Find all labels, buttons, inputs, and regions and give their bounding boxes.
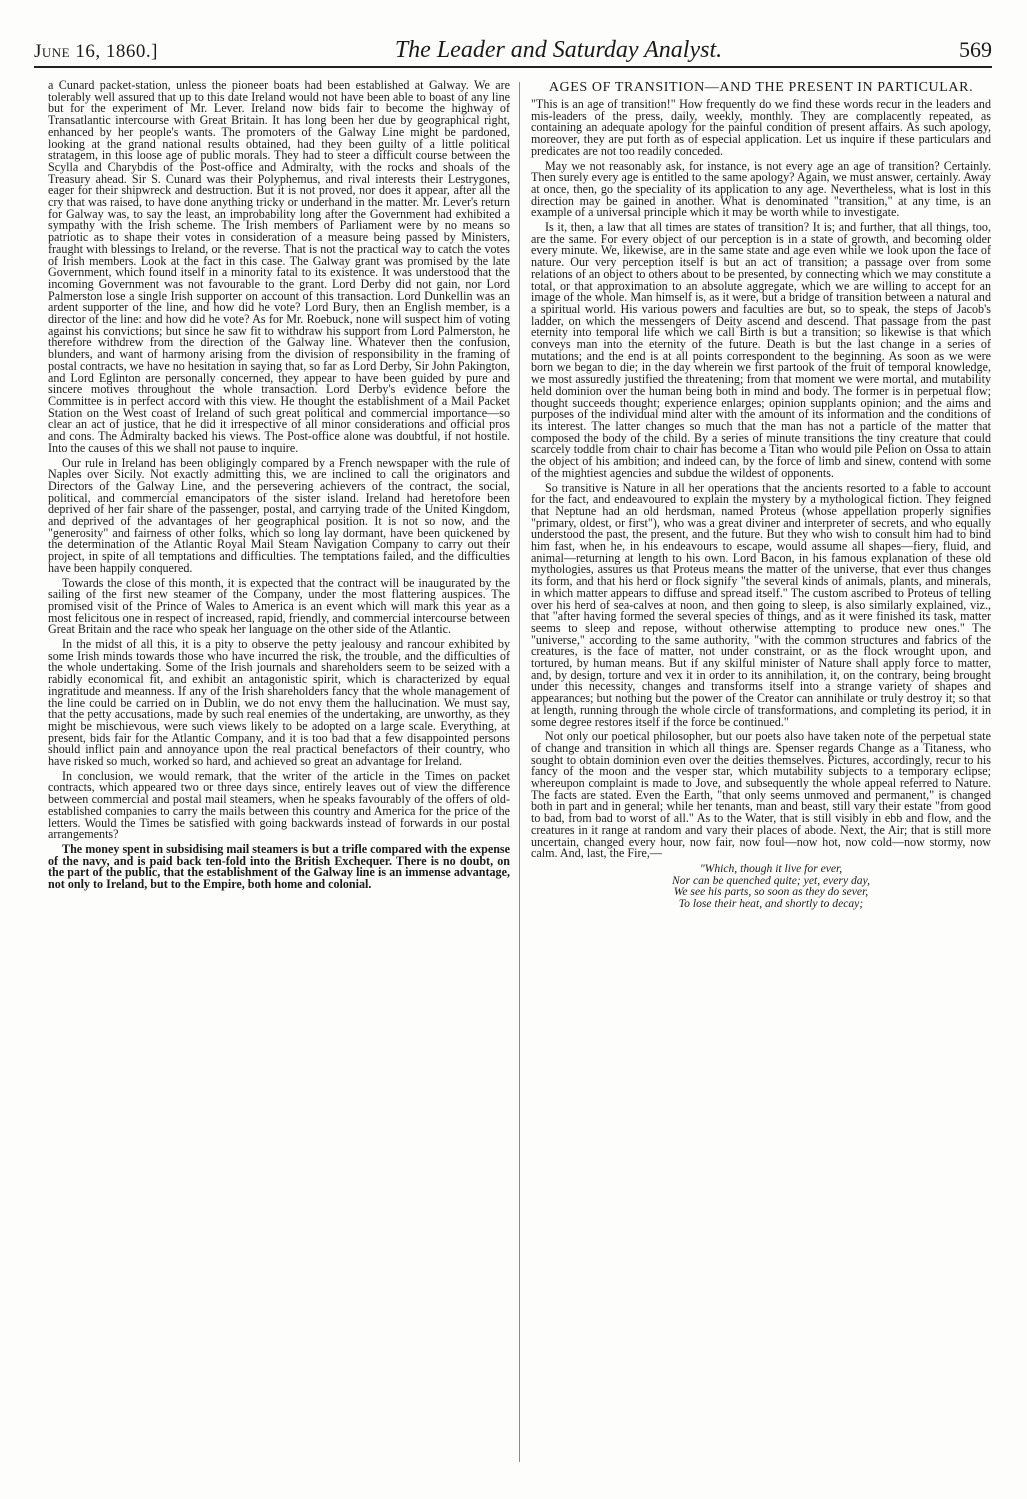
article-paragraph: Is it, then, a law that all times are states of transition? It is; and further, that all things, too, are the same. For every object of our perception is in a state of growth, and becoming older every minute. We, likewise, are in the same state and age even while we look upon the face of nature. Our very perception itself is but an act of transition; a passage over from some relations of an object to others about to be presented, by connecting which we may constitute a total, or that approximation to an absolute aggregate, which we are willing to accept for an image of the whole. Man himself is, as it were, but a bridge of transition between a natural and a spiritual world. His various powers and faculties are but, so to speak, the steps of Jacob's ladder, on which the messengers of Deity ascend and descend. That passage from the past eternity into temporal life which we call Birth is but a transition; so likewise is that which conveys man into the eternity of the future. Death is but the last change in a series of mutations; and the end is at all points correspondent to the beginning. As soon as we were born we began to die; in the day wherein we first partook of the fruit of temporal knowledge, we most assuredly justified the threatening; from that moment we were mortal, and mutability held dominion over the human being both in mind and body. The former is in perpetual flow; thought succeeds thought; experience enlarges; opinion supplants opinion; and the aims and purposes of the individual mind alter with the amount of its information and the conditions of its interest. The latter changes so much that the man has not a particle of the matter that composed the body of the child. By a series of minute transitions the tiny creature that could scarcely toddle from chair to chair has become a Titan who would pile Pelion on Ossa to attain the object of his ambition; and indeed can, by the force of limb and sinew, contend with some of the mightiest agencies and subdue the wildest of opponents. bbox=[531, 220, 991, 480]
publication-title: The Leader and Saturday Analyst. bbox=[394, 37, 723, 63]
verse-line: To lose their heat, and shortly to decay; bbox=[678, 896, 864, 910]
article-paragraph: "This is an age of transition!" How frequently do we find these words recur in the leaders and mis-leaders of the press, daily, weekly, monthly. They are complacently repeated, as containing an adequate apology for the painful condition of present affairs. As such apology, moreover, they are put forth as of especial application. Let us inquire if these particulars and predicates are not too readily conceded. bbox=[531, 97, 991, 158]
page-number: 569 bbox=[959, 37, 992, 62]
verse-line: We see his parts, so soon as they do sever, bbox=[673, 885, 869, 898]
article-closing-paragraph: The money spent in subsidising mail steamers is but a trifle compared with the expense of the navy, and is paid back ten-fold into the British Exchequer. There is no doubt, on the part of the public, that the establishment of the Galway line is an immense advantage, not only to Ireland, but to the Empire, both home and colonial. bbox=[48, 842, 510, 892]
column-divider bbox=[519, 82, 520, 1462]
article-paragraph: Not only our poetical philosopher, but our poets also have taken note of the perpetual state of change and transition in which all things are. Spenser regards Change as a Titaness, who sought to obtain dominion even over the deities themselves. Pictures, accordingly, recur to his fancy of the moon and the vesper star, which mutability subjects to a temporary eclipse; whereupon complaint is made to Jove, and subsequently the whole appeal referred to Nature. The facts are stated. Even the Earth, "that only seems unmoved and permanent," is changed both in part and in general; while her tenants, man and beast, still vary their estate "from good to bad, from bad to worst of all." As to the Water, that is still visibly in ebb and flow, and the creatures in it range at random and vary their places of abode. Next, the Air; that is still more uncertain, changed every hour, now fair, now foul—now hot, now cold—now stormy, now calm. And, last, the Fire,— bbox=[531, 729, 991, 861]
right-column-article bbox=[531, 80, 991, 1475]
verse-line: Nor can be quenched quite; yet, every day, bbox=[672, 873, 870, 887]
article-paragraph: a Cunard packet-station, unless the pioneer boats had been established at Galway. We are tolerably well assured that up to this date Ireland would not have been able to boast of any line but for the experiment of Mr. Lever. Ireland now bids fair to become the highway of Transatlantic intercourse with Great Britain. It has long been her due by geographical right, enhanced by her people's wants. The promoters of the Galway Line might be pardoned, looking at the grand national results obtained, had they been guilty of a little political stratagem, in this loose age of public morals. They had to steer a difficult course between the Scylla and Charybdis of the Post-office and Admiralty, with the rocks and shoals of the Treasury ahead. Sir S. Cunard was their Polyphemus, and rival interests their Lestrygones, eager for their shipwreck and destruction. But it is not proved, nor does it appear, after all the cry that was raised, to have done anything tricky or underhand in the matter. Mr. Lever's return for Galway was, to say the least, an improbability long after the Government had exhibited a sympathy with the Irish scheme. The Irish members of Parliament were by no means so patriotic as to shape their votes in consideration of a measure being passed by Ministers, fraught with blessings to Ireland, or the reverse. That is not the practical way to catch the votes of Irish members. Look at the fact in this case. The Galway grant was promised by the late Government, which found itself in a minority fatal to its existence. It was understood that the incoming Government was not favourable to the grant. Lord Derby did not gain, nor Lord Palmerston lose a single Irish supporter on account of this transaction. Lord Dunkellin was an ardent supporter of the line, and how did he vote? Lord Bury, then an English member, is a director of the line: and how did he vote? As for Mr. Roebuck, none will suspect him of voting against his convictions; but since he saw fit to withdraw his support from Lord Palmerston, he therefore withdrew from the direction of the Galway line. Whatever then the confusion, blunders, and want of harmony arising from the division of responsibility in the framing of postal contracts, we have no hesitation in saying that, so far as Lord Derby, Sir John Pakington, and Lord Eglinton are personally concerned, they appear to have been guided by pure and sincere motives throughout the whole transaction. Lord Derby's evidence before the Committee is in perfect accord with this view. He thought the establishment of a Mail Packet Station on the West coast of Ireland of such great political and commercial importance—so clear an act of justice, that he did it irrespective of all minor considerations and official pros and cons. The Admiralty backed his views. The Post-office alone was doubtful, if not hostile. Into the causes of this we shall not pause to inquire. bbox=[48, 80, 510, 455]
masthead bbox=[34, 30, 992, 68]
issue-date: June 16, 1860.] bbox=[34, 41, 158, 62]
left-column-article bbox=[48, 80, 510, 1475]
article-paragraph: In the midst of all this, it is a pity to observe the petty jealousy and rancour exhibited by some Irish minds towards those who have incurred the risk, the trouble, and the difficulties of the whole undertaking. Some of the Irish journals and shareholders seem to be seized with a rabidly economical fit, and exhibit an antagonistic spirit, which is characterized by equal ingratitude and meanness. If any of the Irish shareholders fancy that the whole management of the line could be carried on in Dublin, we do not envy them the hallucination. We must say, that the petty accusations, made by such real enemies of the undertaking, are unworthy, as they might be mischievous, were such views likely to be adopted on a large scale. Everything, at present, bids fair for the Atlantic Company, and it is too bad that a few disappointed persons should inflict pain and annoyance upon the real practical benefactors of their country, who have risked so much, worked so hard, and achieved so great an advantage for Ireland. bbox=[48, 637, 510, 769]
verse-line: "Which, though it live for ever, bbox=[699, 862, 843, 875]
article-paragraph: May we not reasonably ask, for instance, is not every age an age of transition? Certainly. Then surely every age is entitled to the same apology? Again, we must answer, certainly. Away at once, then, go the speciality of its application to any age. Nevertheless, what is lost in this direction may be gained in another. What is denominated "transition," at any time, is an example of a universal principle which it may be worth while to investigate. bbox=[531, 158, 991, 220]
article-paragraph: Towards the close of this month, it is expected that the contract will be inaugurated by the sailing of the first new steamer of the Company, under the most flattering auspices. The promised visit of the Prince of Wales to America is an event which will mark this year as a most felicitous one in respect of increased, rapid, friendly, and commercial intercourse between Great Britain and the race who speak her language on the other side of the Atlantic. bbox=[48, 575, 510, 637]
poem-quote bbox=[531, 863, 991, 909]
article-paragraph: In conclusion, we would remark, that the writer of the article in the Times on packet contracts, which appeared two or three days since, entirely leaves out of view the difference between commercial and postal mail steamers, when he speaks favourably of the offers of old-established companies to carry the mails between this country and America for the price of the letters. Would the Times be satisfied with going backwards instead of forwards in our postal arrangements? bbox=[48, 768, 510, 842]
article-paragraph: So transitive is Nature in all her operations that the ancients resorted to a fable to account for the fact, and endeavoured to explain the mystery by a mythological fiction. They feigned that Neptune had an old herdsman, named Proteus (whose appellation properly signifies "primary, oldest, or first"), who was a great diviner and interpreter of secrets, and who equally understood the past, the present, and the future. But they who wish to consult him had to bind him fast, when he, in his endeavours to escape, would assume all shapes—fiery, fluid, and animal—returning at length to his own. Lord Bacon, in his famous explanation of these old mythologies, assures us that Proteus means the matter of the universe, that ever thus changes its form, and that his herd or flock signify "the several kinds of animals, plants, and minerals, in which matter appears to diffuse and spread itself." The custom ascribed to Proteus of telling over his herd of sea-calves at noon, and then going to sleep, is also similarly explained, viz., that "after having formed the several species of things, and as it were finished its task, matter seems to sleep and repose, without otherwise attempting to produce new ones." The "universe," according to the same authority, "with the common structures and fabrics of the creatures, is the face of matter, not under constraint, or as the flock wrought upon, and tortured, by human means. But if any skilful minister of Nature shall apply force to matter, and, by design, torture and vex it in order to its annihilation, it, on the contrary, being brought under this necessity, changes and transforms itself into a strange variety of shapes and appearances; but nothing but the power of the Creator can annihilate or truly destroy it; so that at length, running through the whole circle of transformations, and completing its period, it in some degree restores itself if the force be continued." bbox=[531, 480, 991, 729]
article-headline: AGES OF TRANSITION—AND THE PRESENT IN PARTICULAR. bbox=[548, 80, 974, 95]
article-paragraph: Our rule in Ireland has been obligingly compared by a French newspaper with the rule of Naples over Sicily. Not exactly admitting this, we are inclined to call the originators and Directors of the Galway Line, and the persevering achievers of the contract, the social, political, and commercial emancipators of the sister island. Ireland had heretofore been deprived of her fair share of the passenger, postal, and carrying trade of the United Kingdom, and deprived of the advantages of her geographical position. It is not so now, and the "generosity" and fairness of other folks, which so long lay dormant, have been quickened by the determination of the Atlantic Royal Mail Steam Navigation Company to carry out their project, in spite of all temptations and difficulties. The temptations failed, and the difficulties have been happily conquered. bbox=[48, 455, 510, 575]
